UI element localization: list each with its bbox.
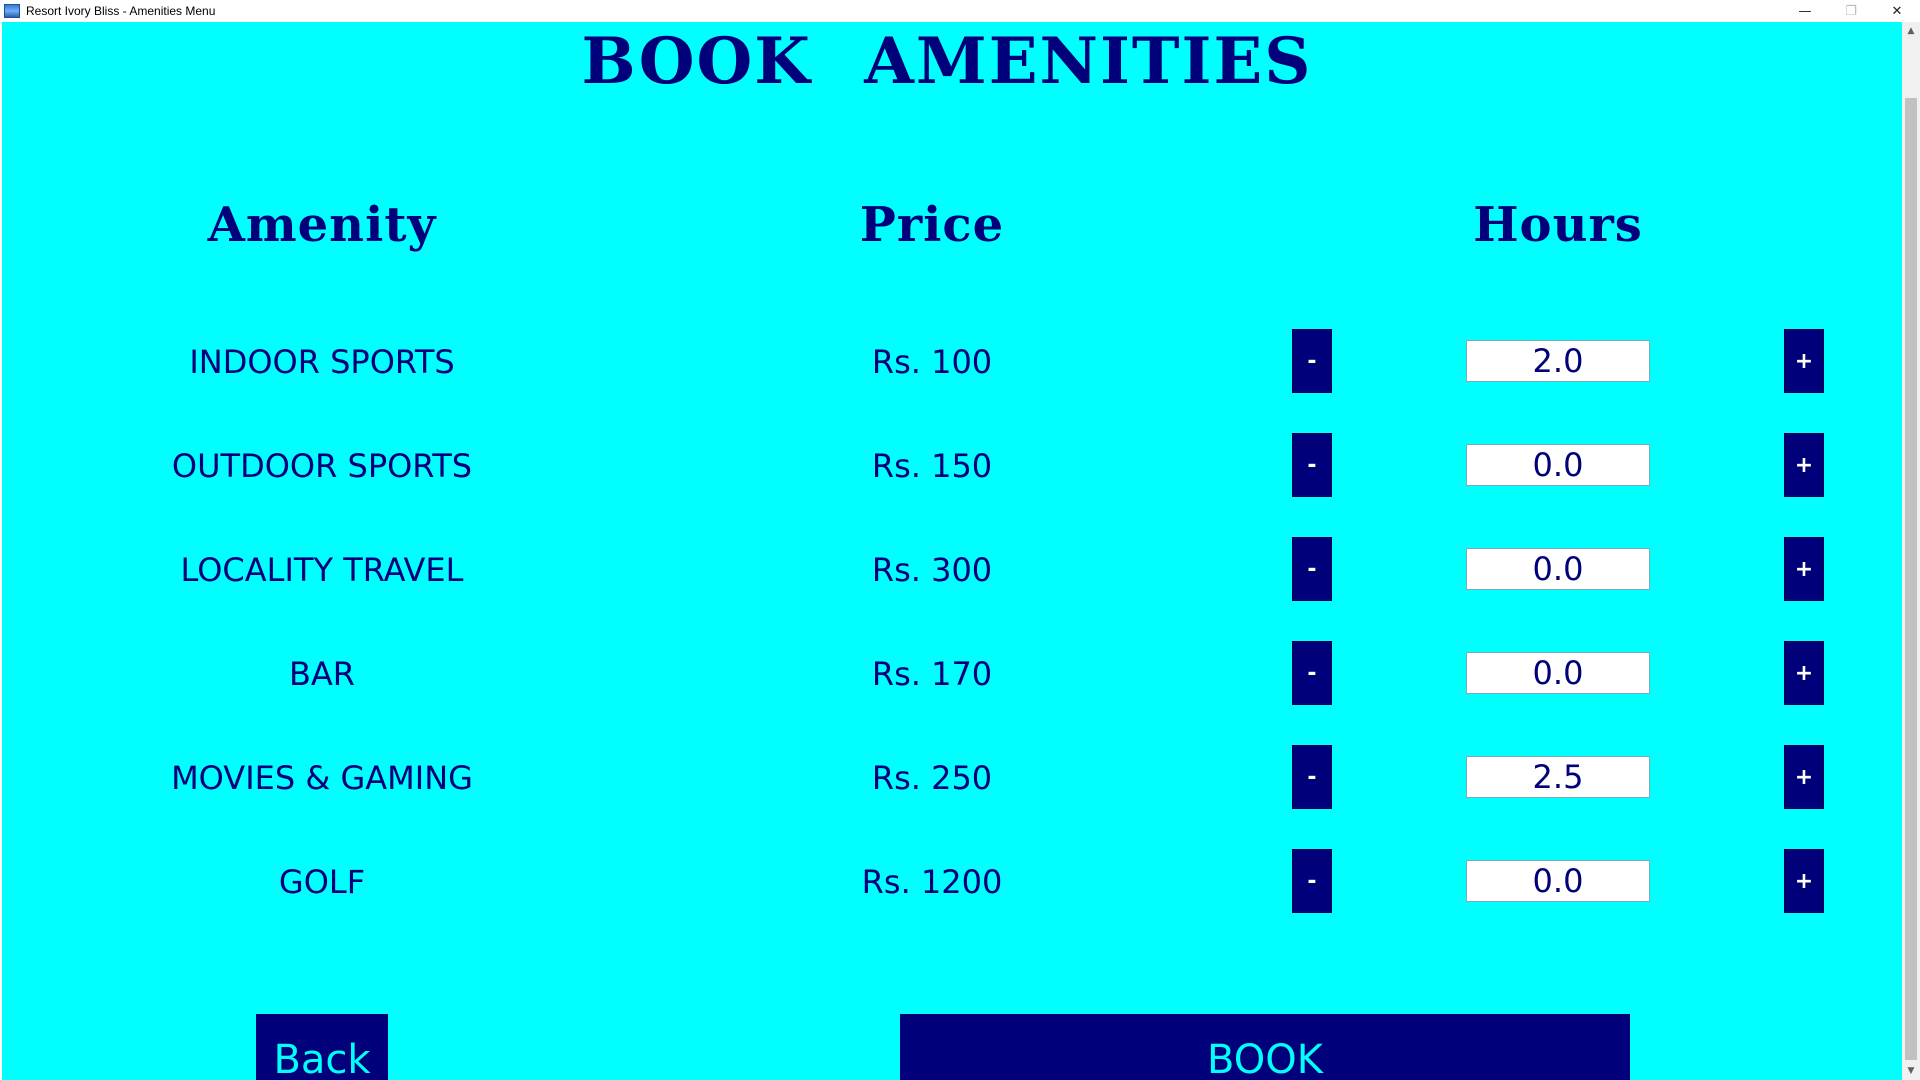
increase-hours-button[interactable]: +	[1784, 537, 1824, 601]
restore-button[interactable]: ❐	[1845, 3, 1857, 19]
increase-hours-button[interactable]: +	[1784, 745, 1824, 809]
page-title: BOOK AMENITIES	[581, 24, 1313, 99]
hours-field[interactable]: 0.0	[1466, 548, 1650, 590]
amenity-row-outdoor-sports	[2, 433, 1902, 499]
window-title: Resort Ivory Bliss - Amenities Menu	[26, 4, 216, 18]
hours-column-header: Hours	[1473, 197, 1643, 253]
hours-field[interactable]: 0.0	[1466, 652, 1650, 694]
amenity-price: Rs. 170	[871, 655, 993, 693]
close-button[interactable]: ✕	[1891, 3, 1903, 19]
scroll-thumb[interactable]	[1905, 98, 1917, 1060]
minimize-button[interactable]: —	[1798, 3, 1812, 19]
decrease-hours-button[interactable]: -	[1292, 329, 1332, 393]
book-button[interactable]: BOOK	[900, 1014, 1630, 1080]
price-column-header: Price	[859, 197, 1005, 253]
title-bar	[0, 0, 1920, 23]
hours-field[interactable]: 2.5	[1466, 756, 1650, 798]
amenity-row-bar	[2, 641, 1902, 707]
amenity-name: MOVIES & GAMING	[171, 759, 473, 797]
amenity-name: BAR	[288, 655, 356, 693]
amenity-row-golf	[2, 849, 1902, 915]
scroll-up-icon[interactable]: ▲	[1907, 26, 1915, 36]
back-button[interactable]: Back	[256, 1014, 388, 1080]
increase-hours-button[interactable]: +	[1784, 849, 1824, 913]
hours-field[interactable]: 0.0	[1466, 444, 1650, 486]
decrease-hours-button[interactable]: -	[1292, 849, 1332, 913]
increase-hours-button[interactable]: +	[1784, 641, 1824, 705]
amenity-price: Rs. 150	[871, 447, 993, 485]
amenity-name: LOCALITY TRAVEL	[180, 551, 464, 589]
hours-field[interactable]: 0.0	[1466, 860, 1650, 902]
window-controls	[1782, 0, 1920, 22]
amenity-name: OUTDOOR SPORTS	[171, 447, 473, 485]
hours-field[interactable]: 2.0	[1466, 340, 1650, 382]
scroll-down-icon[interactable]: ▼	[1907, 1066, 1915, 1076]
decrease-hours-button[interactable]: -	[1292, 745, 1332, 809]
amenity-row-locality-travel	[2, 537, 1902, 603]
amenity-row-movies-gaming	[2, 745, 1902, 811]
increase-hours-button[interactable]: +	[1784, 329, 1824, 393]
amenity-price: Rs. 250	[871, 759, 993, 797]
amenities-panel	[2, 22, 1902, 1080]
vertical-scrollbar[interactable]	[1902, 22, 1920, 1080]
amenity-price: Rs. 100	[871, 343, 993, 381]
app-icon	[4, 4, 20, 18]
amenity-price: Rs. 300	[871, 551, 993, 589]
amenity-column-header: Amenity	[207, 197, 437, 253]
increase-hours-button[interactable]: +	[1784, 433, 1824, 497]
decrease-hours-button[interactable]: -	[1292, 537, 1332, 601]
amenity-row-indoor-sports	[2, 329, 1902, 395]
decrease-hours-button[interactable]: -	[1292, 641, 1332, 705]
amenity-name: INDOOR SPORTS	[189, 343, 455, 381]
amenity-name: GOLF	[278, 863, 366, 901]
amenity-price: Rs. 1200	[861, 863, 1003, 901]
decrease-hours-button[interactable]: -	[1292, 433, 1332, 497]
